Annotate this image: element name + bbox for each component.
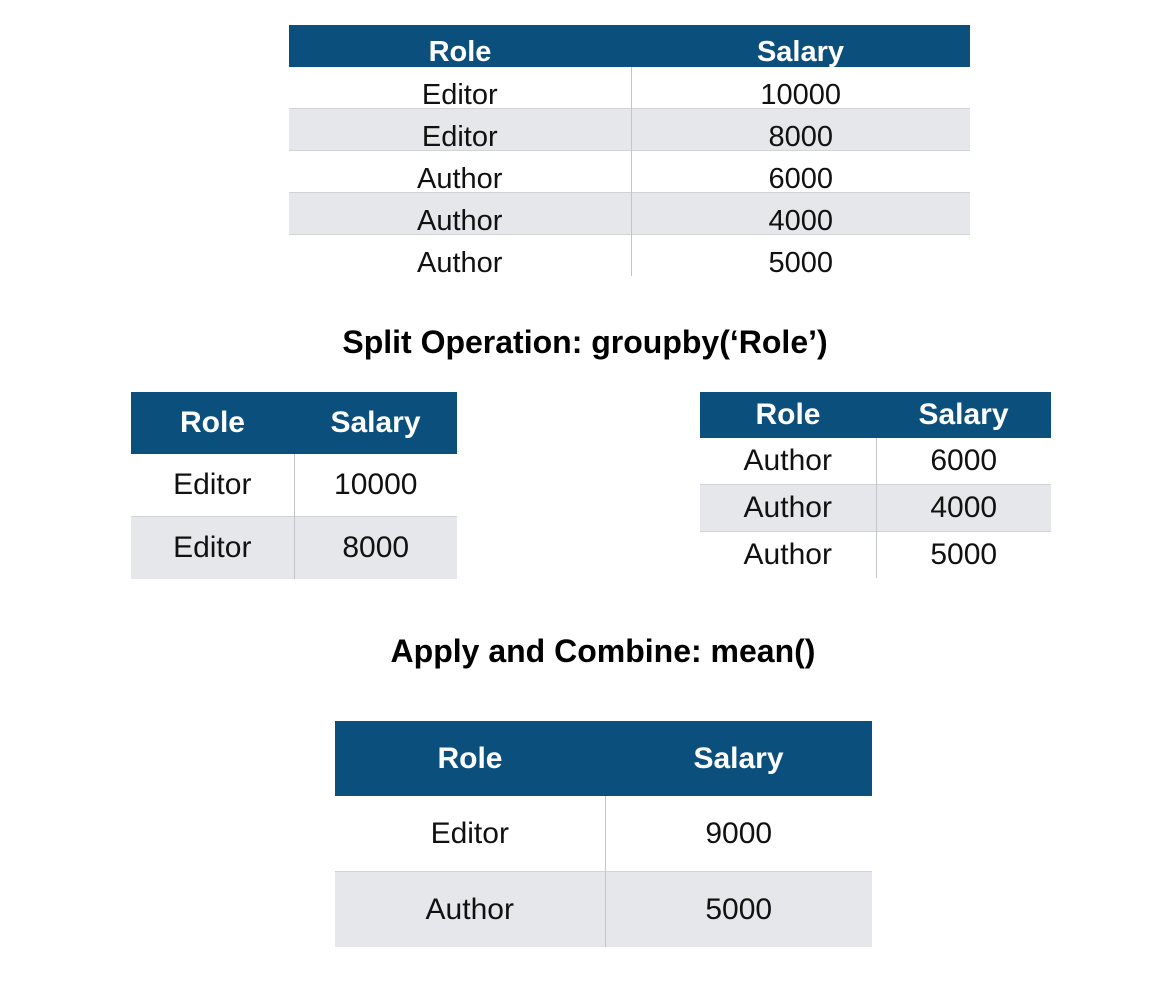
original-table: [289, 25, 970, 279]
table-row: [131, 454, 457, 517]
table-row: [335, 796, 872, 872]
table-row: [289, 109, 970, 151]
table-row: [700, 485, 1051, 532]
salary-cell: 10000: [631, 67, 970, 109]
salary-cell: 6000: [631, 151, 970, 193]
editor-group-table: [131, 392, 457, 579]
salary-cell: 9000: [605, 796, 872, 872]
table-row: [289, 151, 970, 193]
role-cell: Author: [289, 235, 631, 277]
salary-cell: 8000: [631, 109, 970, 151]
salary-cell: 5000: [876, 532, 1051, 579]
table-header-row: [289, 25, 970, 67]
table-row: [289, 67, 970, 109]
table-header-row: [131, 392, 457, 454]
table-row: [289, 235, 970, 277]
role-cell: Editor: [335, 796, 605, 872]
column-header-role: Role: [335, 721, 605, 796]
split-operation-heading: Split Operation: groupby(‘Role’): [342, 324, 828, 360]
table-header-row: [335, 721, 872, 796]
role-cell: Author: [335, 872, 605, 948]
column-header-role: Role: [289, 25, 631, 67]
column-header-salary: Salary: [605, 721, 872, 796]
table-row: [700, 438, 1051, 485]
result-table: [335, 721, 872, 947]
salary-cell: 5000: [605, 872, 872, 948]
salary-cell: 6000: [876, 438, 1051, 485]
table-row: [335, 872, 872, 948]
role-cell: Author: [700, 532, 876, 579]
table-header-row: [700, 392, 1051, 438]
column-header-salary: Salary: [294, 392, 457, 454]
role-cell: Editor: [131, 454, 294, 517]
salary-cell: 5000: [631, 235, 970, 277]
column-header-role: Role: [131, 392, 294, 454]
salary-cell: 4000: [876, 485, 1051, 532]
table-row: [131, 517, 457, 580]
salary-cell: 4000: [631, 193, 970, 235]
column-header-salary: Salary: [876, 392, 1051, 438]
apply-combine-heading: Apply and Combine: mean(): [390, 633, 816, 669]
role-cell: Editor: [289, 109, 631, 151]
column-header-role: Role: [700, 392, 876, 438]
salary-cell: 8000: [294, 517, 457, 580]
table-row: [700, 532, 1051, 579]
role-cell: Editor: [289, 67, 631, 109]
role-cell: Editor: [131, 517, 294, 580]
table-row: [289, 193, 970, 235]
column-header-salary: Salary: [631, 25, 970, 67]
salary-cell: 10000: [294, 454, 457, 517]
role-cell: Author: [700, 485, 876, 532]
role-cell: Author: [289, 151, 631, 193]
author-group-table: [700, 392, 1051, 578]
role-cell: Author: [289, 193, 631, 235]
role-cell: Author: [700, 438, 876, 485]
